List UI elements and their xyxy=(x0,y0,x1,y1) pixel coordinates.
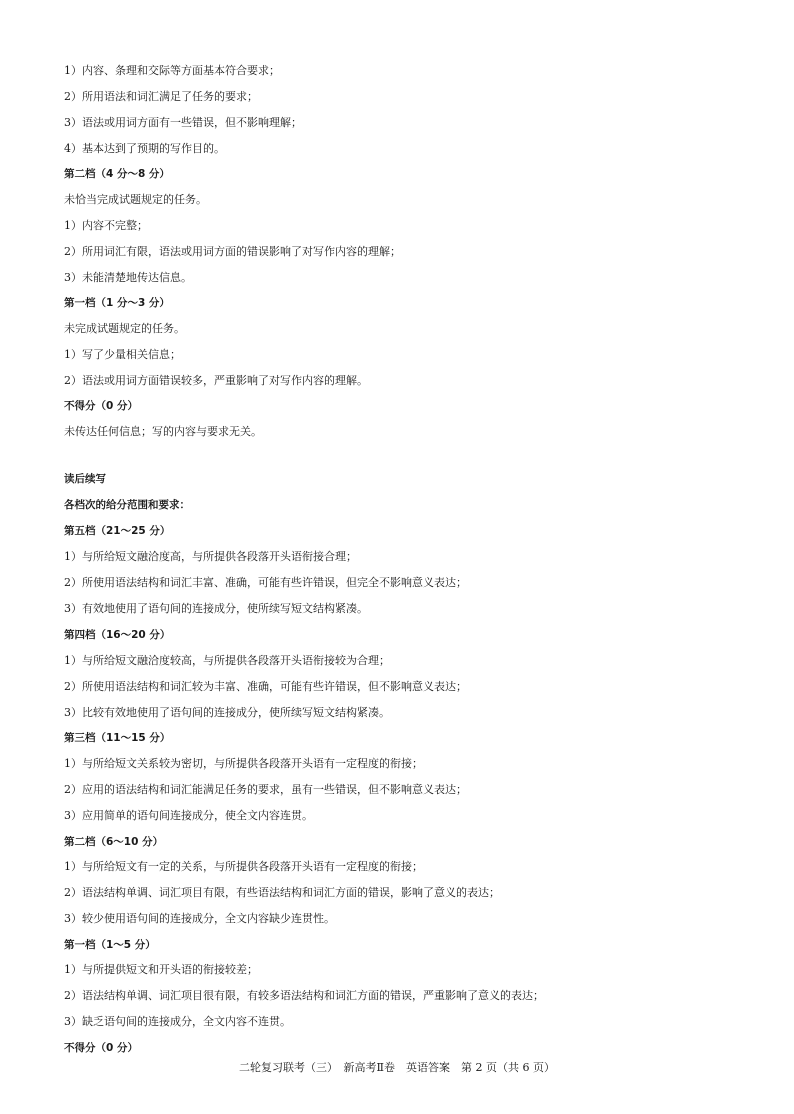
text-line: 3）未能清楚地传达信息。 xyxy=(64,271,192,284)
text-line: 4）基本达到了预期的写作目的。 xyxy=(64,142,225,155)
section-heading: 第五档（21～25 分） xyxy=(64,525,171,537)
text-line: 2）语法结构单调、词汇项目有限，有些语法结构和词汇方面的错误，影响了意义的表达； xyxy=(64,886,500,899)
section-heading: 第三档（11～15 分） xyxy=(64,732,171,744)
section-heading: 不得分（0 分） xyxy=(64,1042,138,1054)
text-line: 2）所使用语法结构和词汇较为丰富、准确，可能有些许错误，但不影响意义表达； xyxy=(64,680,467,693)
text-line: 2）所使用语法结构和词汇丰富、准确，可能有些许错误，但完全不影响意义表达； xyxy=(64,576,467,589)
section-heading: 第一档（1 分～3 分） xyxy=(64,297,170,309)
section-heading: 读后续写 xyxy=(64,473,106,485)
text-line: 未完成试题规定的任务。 xyxy=(64,322,185,335)
text-line: 3）有效地使用了语句间的连接成分，使所续写短文结构紧凑。 xyxy=(64,602,368,615)
text-line: 3）应用简单的语句间连接成分，使全文内容连贯。 xyxy=(64,809,313,822)
text-line: 1）内容、条理和交际等方面基本符合要求； xyxy=(64,64,280,77)
text-line: 1）写了少量相关信息； xyxy=(64,348,181,361)
text-line: 3）比较有效地使用了语句间的连接成分，使所续写短文结构紧凑。 xyxy=(64,706,390,719)
text-line: 未恰当完成试题规定的任务。 xyxy=(64,193,207,206)
text-line: 3）较少使用语句间的连接成分，全文内容缺少连贯性。 xyxy=(64,912,335,925)
text-line: 1）与所给短文关系较为密切，与所提供各段落开头语有一定程度的衔接； xyxy=(64,757,423,770)
section-heading: 第四档（16～20 分） xyxy=(64,629,171,641)
text-line: 2）应用的语法结构和词汇能满足任务的要求，虽有一些错误，但不影响意义表达； xyxy=(64,783,467,796)
text-line: 1）内容不完整； xyxy=(64,219,148,232)
text-line: 2）所用语法和词汇满足了任务的要求； xyxy=(64,90,258,103)
text-line: 1）与所给短文有一定的关系，与所提供各段落开头语有一定程度的衔接； xyxy=(64,860,423,873)
text-line: 2）语法或用词方面错误较多，严重影响了对写作内容的理解。 xyxy=(64,374,368,387)
text-line: 2）语法结构单调、词汇项目很有限，有较多语法结构和词汇方面的错误，严重影响了意义的表达； xyxy=(64,989,544,1002)
text-line: 未传达任何信息；写的内容与要求无关。 xyxy=(64,425,262,438)
text-line: 1）与所给短文融洽度高，与所提供各段落开头语衔接合理； xyxy=(64,550,357,563)
text-line: 1）与所提供短文和开头语的衔接较差； xyxy=(64,963,258,976)
page-footer: 二轮复习联考（三） 新高考Ⅱ卷 英语答案 第 2 页（共 6 页） xyxy=(239,1061,555,1074)
section-heading: 各档次的给分范围和要求： xyxy=(64,499,190,511)
section-heading: 第一档（1～5 分） xyxy=(64,939,156,951)
text-line: 2）所用词汇有限，语法或用词方面的错误影响了对写作内容的理解； xyxy=(64,245,401,258)
section-heading: 不得分（0 分） xyxy=(64,400,138,412)
text-line: 3）语法或用词方面有一些错误，但不影响理解； xyxy=(64,116,302,129)
text-line: 1）与所给短文融洽度较高，与所提供各段落开头语衔接较为合理； xyxy=(64,654,390,667)
section-heading: 第二档（4 分～8 分） xyxy=(64,168,170,180)
text-line: 3）缺乏语句间的连接成分，全文内容不连贯。 xyxy=(64,1015,291,1028)
section-heading: 第二档（6～10 分） xyxy=(64,836,164,848)
